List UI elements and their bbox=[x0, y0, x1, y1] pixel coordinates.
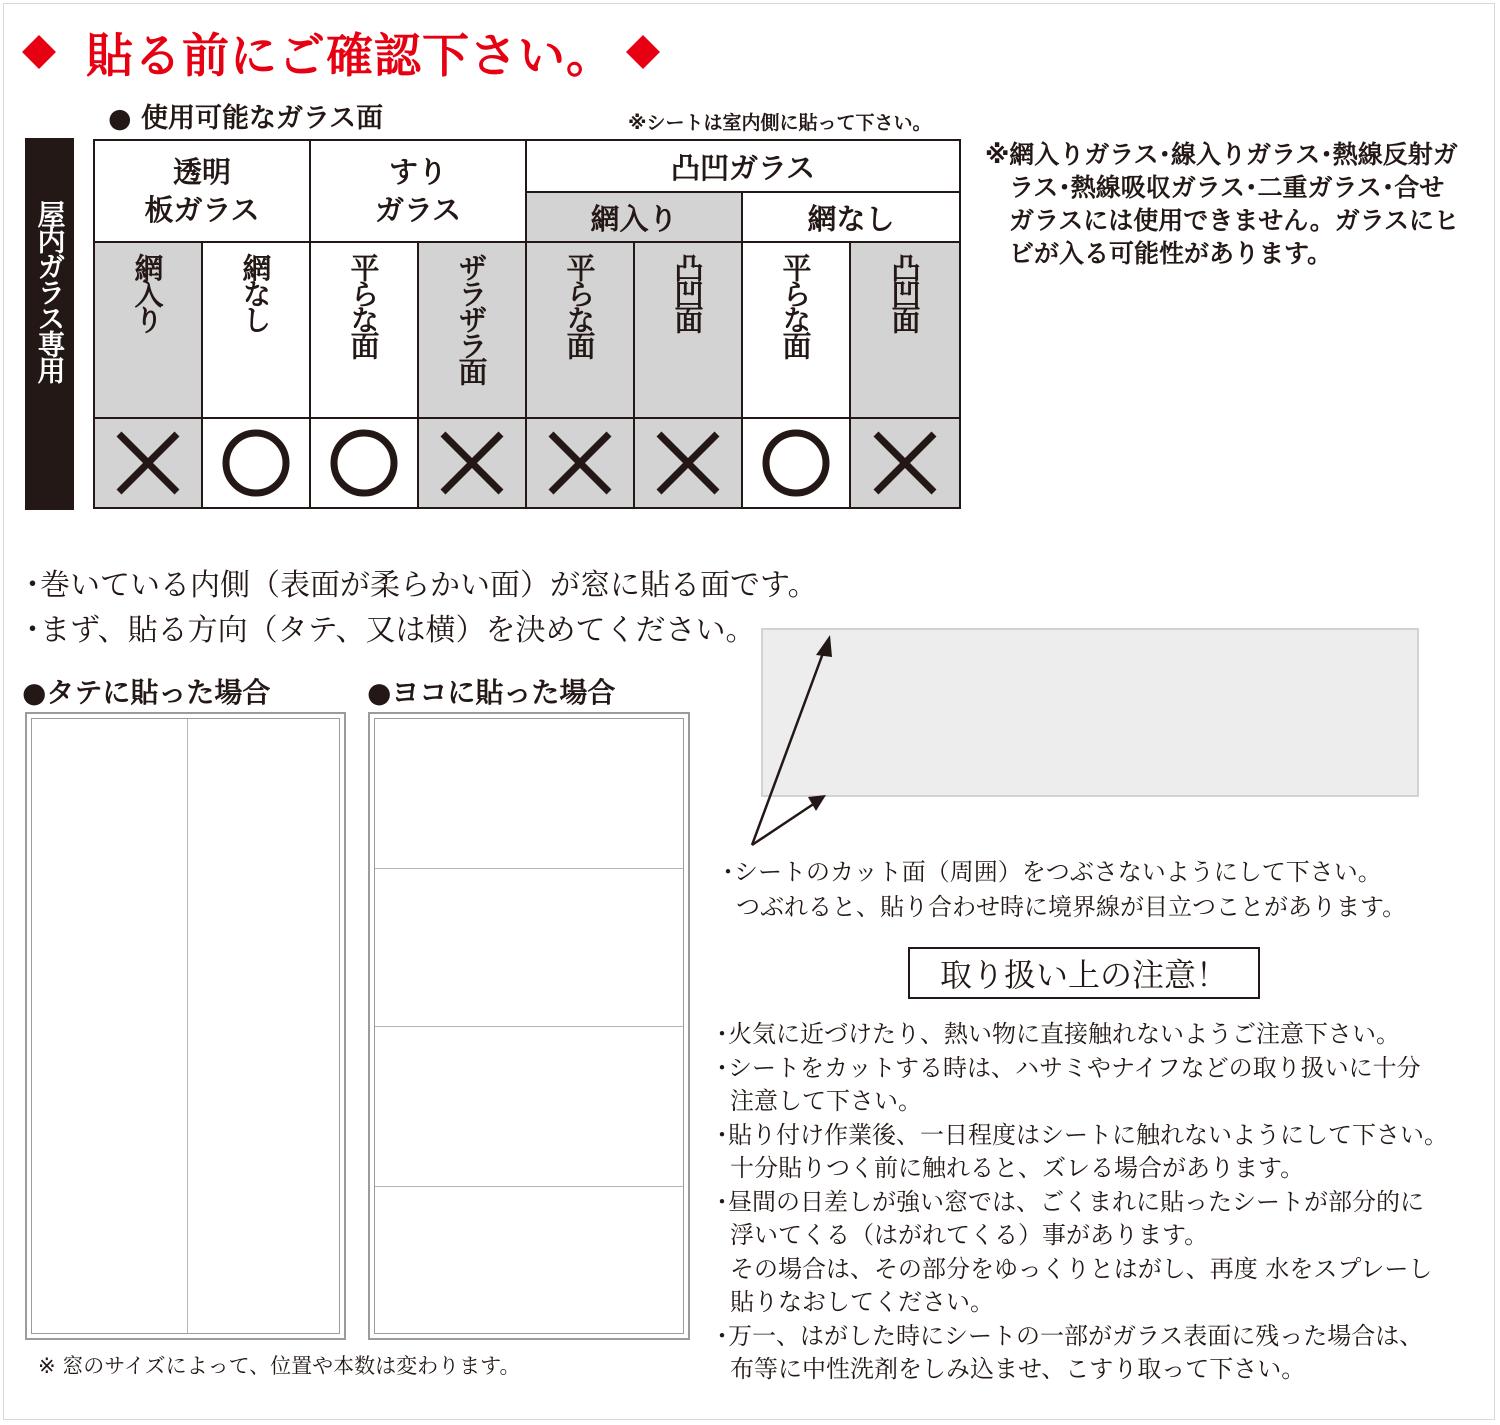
header-clear-glass: 透明 板ガラス bbox=[94, 140, 310, 242]
cross-mark-icon bbox=[437, 428, 507, 498]
page-title bbox=[22, 22, 660, 82]
bullet-direction: ･まず、貼る方向（タテ、又は横）を決めてください。 bbox=[25, 613, 756, 648]
mark-cell bbox=[742, 418, 850, 508]
col-label: ザラザラ面 bbox=[418, 242, 526, 418]
col-label: 平らな面 bbox=[526, 242, 634, 418]
mark-cell bbox=[202, 418, 310, 508]
mark-cell bbox=[526, 418, 634, 508]
horizontal-window-diagram bbox=[368, 712, 690, 1340]
sheet-seam bbox=[375, 1026, 683, 1027]
header-wired: 網入り bbox=[526, 192, 742, 242]
sheet-seam bbox=[187, 719, 188, 1333]
vertical-window-diagram bbox=[25, 712, 346, 1340]
cross-mark-icon bbox=[870, 428, 940, 498]
cross-mark-icon bbox=[545, 428, 615, 498]
indoor-side-note: ※シートは室内側に貼って下さい。 bbox=[628, 112, 932, 134]
side-label bbox=[25, 138, 74, 510]
col-label: 網入り bbox=[94, 242, 202, 418]
circle-mark-icon bbox=[329, 428, 399, 498]
unsupported-glass-note: ※網入りガラス･線入りガラス･熱線反射ガ ラス･熱線吸収ガラス･二重ガラス･合せ ガラスには使用できません。ガラスにヒ ビが入る可能性があります。 bbox=[985, 140, 1460, 268]
sheet-seam bbox=[375, 868, 683, 869]
mark-cell bbox=[94, 418, 202, 508]
bullet-inner-side: ･巻いている内側（表面が柔らかい面）が窓に貼る面です。 bbox=[25, 568, 818, 603]
header-textured-glass: 凸凹ガラス bbox=[526, 140, 960, 192]
mark-cell bbox=[418, 418, 526, 508]
col-label: 平らな面 bbox=[310, 242, 418, 418]
glass-heading: ● 使用可能なガラス面 bbox=[108, 103, 384, 134]
col-label: 凸凹面 bbox=[850, 242, 960, 418]
side-label-text: 屋内ガラス専用 bbox=[33, 200, 67, 382]
cross-mark-icon bbox=[113, 428, 183, 498]
window-size-note: ※ 窓のサイズによって、位置や本数は変わります。 bbox=[38, 1354, 521, 1378]
window-frame bbox=[31, 718, 340, 1334]
mark-cell bbox=[310, 418, 418, 508]
cut-edge-note: ･シートのカット面（周囲）をつぶさないようにして下さい。 つぶれると、貼り合わせ時に境界線が目立つことがあります。 bbox=[722, 858, 1407, 921]
sheet-illustration bbox=[761, 628, 1419, 797]
sheet-seam bbox=[375, 1186, 683, 1187]
page-title-text: 貼る前にご確認下さい。 bbox=[86, 28, 614, 84]
glass-compatibility-table bbox=[93, 139, 961, 509]
circle-mark-icon bbox=[761, 428, 831, 498]
circle-mark-icon bbox=[221, 428, 291, 498]
mark-cell bbox=[634, 418, 742, 508]
cross-mark-icon bbox=[653, 428, 723, 498]
vertical-heading: ●タテに貼った場合 bbox=[22, 676, 271, 709]
col-label: 網なし bbox=[202, 242, 310, 418]
diamond-icon bbox=[626, 35, 660, 69]
diamond-icon bbox=[22, 35, 56, 69]
arrow-icon bbox=[740, 625, 850, 855]
col-label: 平らな面 bbox=[742, 242, 850, 418]
caution-title: 取り扱い上の注意！ bbox=[908, 947, 1260, 999]
header-frosted-glass: すり ガラス bbox=[310, 140, 526, 242]
window-frame bbox=[374, 718, 684, 1334]
header-unwired: 網なし bbox=[742, 192, 960, 242]
col-label: 凸凹面 bbox=[634, 242, 742, 418]
mark-cell bbox=[850, 418, 960, 508]
horizontal-heading: ●ヨコに貼った場合 bbox=[367, 676, 616, 709]
caution-list: ･火気に近づけたり、熱い物に直接触れないようご注意下さい。 ･シートをカットする時は、ハサミやナイフなどの取り扱いに十分 注意して下さい。 ･貼り付け作業後、一日程度はシートに触れないようにして下さい。 十分貼りつく前に触れると、ズレる場合があります。 ･昼間の日差しが強い窓では、ごくまれに貼ったシートが部分的に 浮いてくる（はがれてくる）事があります。 その場合は、その部分をゆっくりとはがし、再度 水をスプレーし 貼りなおしてください。 ･万一、はがした時にシートの一部がガラス表面に残った場合は、 布等に中性洗剤をしみ込ませ、こすり取って下さい。 bbox=[716, 1020, 1448, 1383]
